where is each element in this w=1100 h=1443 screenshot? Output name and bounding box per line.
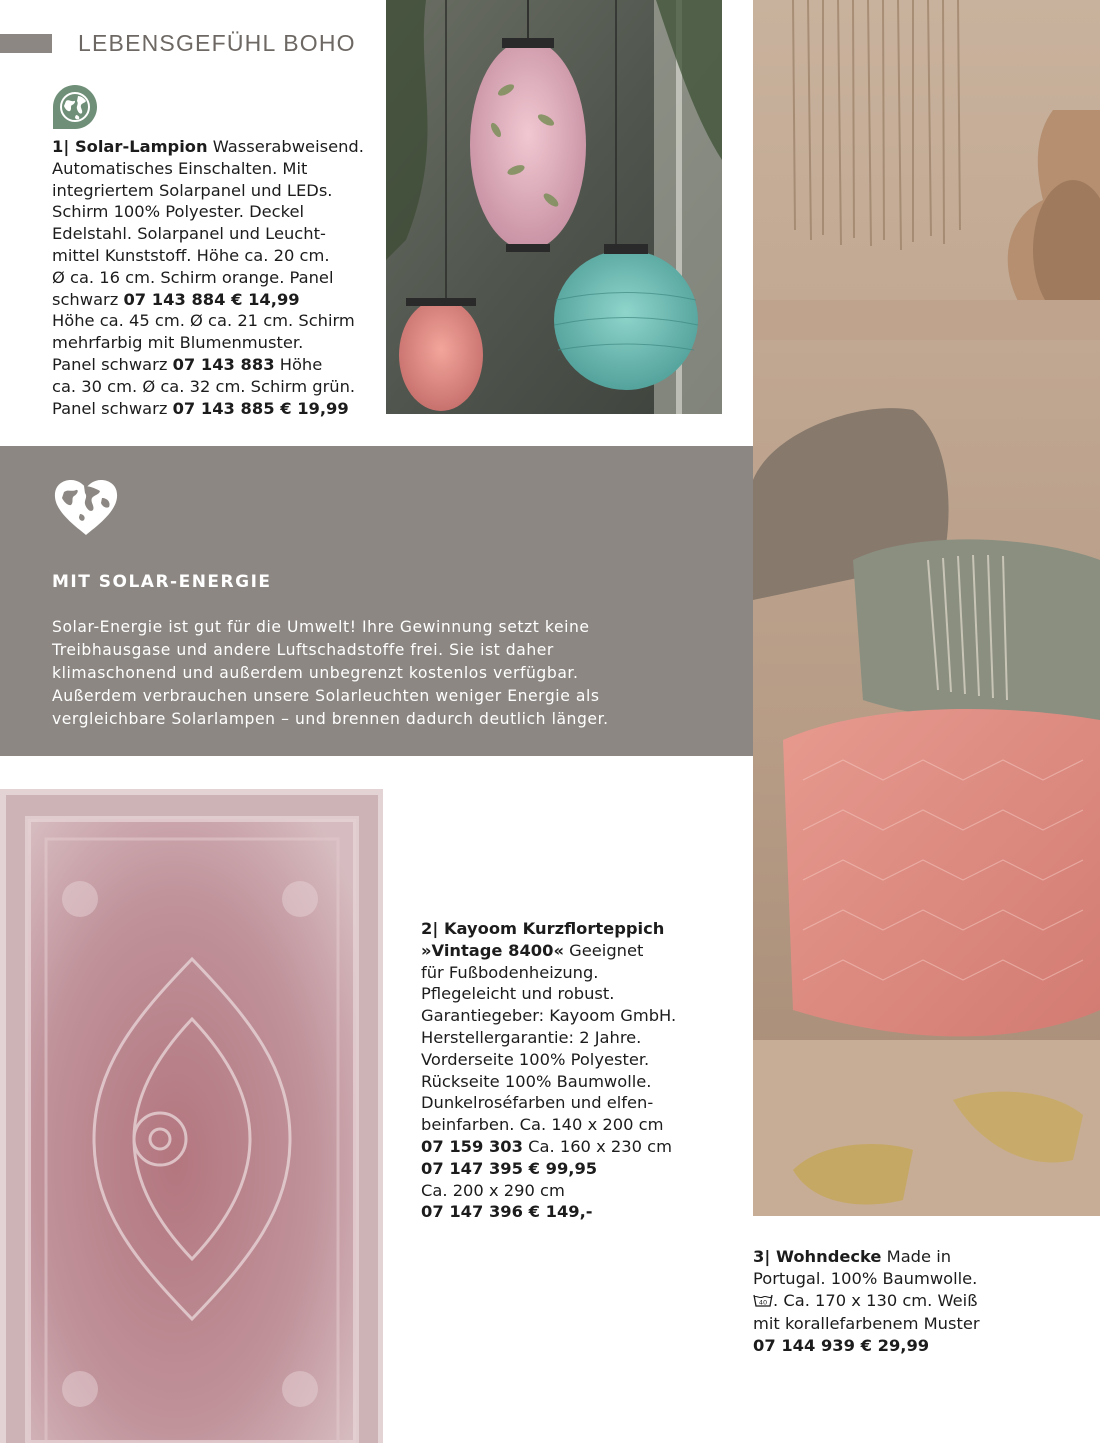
page-title: LEBENSGEFÜHL BOHO	[78, 30, 356, 56]
banner-text-line: Außerdem verbrauchen unsere Solarleuchten weniger Energie als	[52, 686, 600, 705]
p1-bold: 07 143 884 € 14,99	[123, 289, 300, 309]
p1-line	[52, 354, 364, 376]
p1-line	[52, 245, 364, 267]
p1-bold: 07 143 885 € 19,99	[172, 398, 349, 418]
header-accent-bar	[0, 34, 52, 53]
globe-leaf-icon	[52, 84, 98, 130]
product-description-solar-lampion	[52, 136, 364, 419]
p3-bold: 07 144 939 € 29,99	[753, 1336, 930, 1356]
p2-bold: 07 159 303	[421, 1136, 523, 1156]
p2-line	[421, 1114, 676, 1136]
p1-text: Automatisches Einschalten. Mit	[52, 158, 308, 178]
p1-bold: 1| Solar-Lampion	[52, 137, 208, 156]
p1-line	[52, 267, 364, 289]
p1-text: Ø ca. 16 cm. Schirm orange. Panel	[52, 267, 334, 287]
p2-line	[421, 1158, 676, 1180]
p2-line	[421, 1049, 676, 1071]
p1-line	[52, 289, 364, 311]
p2-line	[421, 1180, 676, 1202]
heart-globe-icon	[52, 478, 120, 538]
p3-line	[753, 1246, 980, 1268]
p1-text: Höhe	[274, 354, 323, 374]
p1-text: ca. 30 cm. Ø ca. 32 cm. Schirm grün.	[52, 376, 356, 396]
product-description-kayoom-rug	[421, 918, 676, 1223]
banner-text-line: vergleichbare Solarlampen – und brennen dadurch deutlich länger.	[52, 709, 609, 728]
svg-text:40: 40	[758, 1298, 768, 1307]
banner-text-line: klimaschonend und außerdem unbegrenzt kostenlos verfügbar.	[52, 663, 579, 682]
p2-line	[421, 1201, 676, 1223]
p2-line	[421, 983, 676, 1005]
p2-bold: 2| Kayoom Kurzflorteppich	[421, 919, 665, 938]
p3-bold: 3| Wohndecke	[753, 1247, 882, 1266]
banner-title: MIT SOLAR-ENERGIE	[52, 572, 272, 592]
p1-text: integriertem Solarpanel und LEDs.	[52, 180, 333, 200]
p1-line	[52, 310, 364, 332]
p1-line	[52, 398, 364, 420]
p1-text: Höhe ca. 45 cm. Ø ca. 21 cm. Schirm	[52, 311, 355, 331]
p1-line	[52, 376, 364, 398]
p1-text: Schirm 100% Polyester. Deckel	[52, 202, 304, 222]
p2-line	[421, 940, 676, 962]
p2-bold: »Vintage 8400«	[421, 940, 564, 960]
p1-line	[52, 136, 364, 158]
p2-line	[421, 962, 676, 984]
p1-line	[52, 332, 364, 354]
banner-text	[52, 616, 609, 731]
wash-symbol-icon	[753, 1292, 773, 1314]
p2-text: Geeignet	[563, 940, 644, 960]
p2-text: Rückseite 100% Baumwolle.	[421, 1071, 652, 1091]
p2-text: Ca. 200 x 290 cm	[421, 1180, 565, 1200]
banner-text-line: Treibhausgase und andere Luftschadstoffe frei. Sie ist daher	[52, 640, 554, 659]
p2-bold: 07 147 396 € 149,-	[421, 1202, 593, 1222]
p2-line	[421, 1005, 676, 1027]
p1-text: Panel schwarz	[52, 398, 173, 418]
p1-bold: 07 143 883	[172, 354, 275, 374]
p2-text: Dunkelroséfarben und elfen-	[421, 1093, 654, 1113]
p3-line	[753, 1268, 980, 1290]
p3-line	[753, 1313, 980, 1335]
p2-line	[421, 1071, 676, 1093]
p3-line	[753, 1335, 980, 1357]
p2-line	[421, 1136, 676, 1158]
p3-text: Portugal. 100% Baumwolle.	[753, 1268, 978, 1288]
p2-text: beinfarben. Ca. 140 x 200 cm	[421, 1115, 664, 1135]
p1-text: Wasserabweisend.	[207, 137, 364, 156]
p2-line	[421, 1092, 676, 1114]
p1-line	[52, 223, 364, 245]
bedroom-blanket-photo	[753, 0, 1100, 1216]
p3-text: . Ca. 170 x 130 cm. Weiß	[773, 1290, 978, 1310]
p2-text: Ca. 160 x 230 cm	[522, 1136, 672, 1156]
product-description-wohndecke	[753, 1246, 980, 1357]
banner-text-line: Solar-Energie ist gut für die Umwelt! Ihre Gewinnung setzt keine	[52, 618, 590, 636]
p3-text: mit korallefarbenem Muster	[753, 1314, 980, 1334]
p1-text: Edelstahl. Solarpanel und Leucht-	[52, 224, 326, 244]
lantern-photo	[386, 0, 722, 414]
p3-text: Made in	[881, 1247, 952, 1266]
p1-text: schwarz	[52, 289, 124, 309]
p1-text: Panel schwarz	[52, 354, 173, 374]
p1-line	[52, 180, 364, 202]
p2-bold: 07 147 395 € 99,95	[421, 1158, 598, 1178]
p2-line	[421, 1027, 676, 1049]
p2-text: Vorderseite 100% Polyester.	[421, 1049, 650, 1069]
p2-text: Garantiegeber: Kayoom GmbH.	[421, 1006, 677, 1026]
p1-line	[52, 158, 364, 180]
p2-line	[421, 918, 676, 940]
p2-text: Pflegeleicht und robust.	[421, 984, 615, 1004]
p1-text: mehrfarbig mit Blumenmuster.	[52, 333, 304, 353]
p2-text: für Fußbodenheizung.	[421, 962, 599, 982]
p1-text: mittel Kunststoff. Höhe ca. 20 cm.	[52, 245, 330, 265]
p1-line	[52, 201, 364, 223]
p3-line	[753, 1290, 980, 1314]
p2-text: Herstellergarantie: 2 Jahre.	[421, 1027, 642, 1047]
rug-photo	[0, 789, 385, 1443]
